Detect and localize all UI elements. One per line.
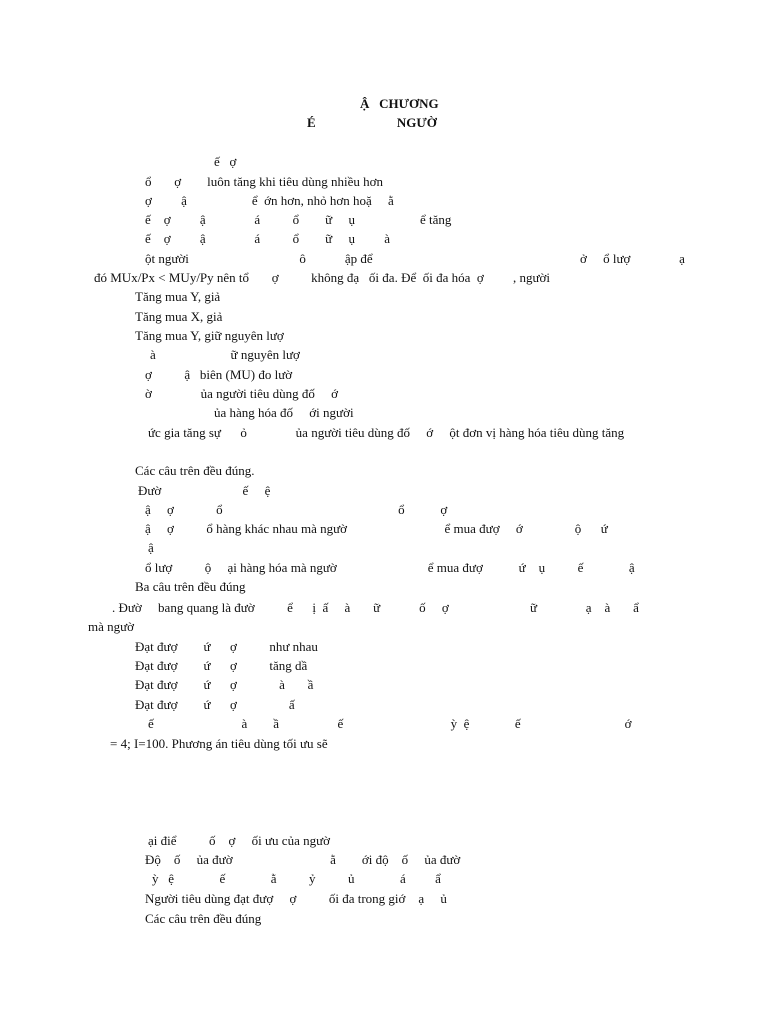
answer-option-b: Tăng mua X, giả [135, 309, 223, 324]
answer-option-d: Đạt đượ ứ ợ ấ [135, 697, 295, 712]
question-heading: ế ợ [214, 154, 237, 169]
answer-option-b-continued: ậ [148, 540, 154, 555]
question-text: ại điể ố ợ ối ưu của ngườ [148, 833, 331, 848]
answer-option-b: ậ ợ ổ hàng khác nhau mà ngườ ể mua đượ ớ ộ ứ [145, 521, 608, 536]
answer-option-c: ức gia tăng sự ỏ ủa người tiêu dùng đố ớ ột đơn vị hàng hóa tiêu dùng tăng [148, 425, 625, 440]
answer-option-a: ờ ủa người tiêu dùng đố ớ [145, 386, 339, 401]
question-text: Đườ ế ệ [138, 483, 271, 498]
chapter-subtitle: É NGƯỜ [307, 115, 437, 130]
question-text-continued: ở ổ lượ ạ [580, 251, 685, 266]
question-text-line2: mà ngườ [88, 619, 135, 634]
answer-option-c: Tăng mua Y, giữ nguyên lượ [135, 328, 284, 343]
answer-option-c: Người tiêu dùng đạt đượ ợ ối đa trong giớ ạ ủ [145, 891, 447, 906]
question-text-line2: = 4; I=100. Phương án tiêu dùng tối ưu sẽ [110, 736, 328, 751]
answer-option-c: Đạt đượ ứ ợ à ầ [135, 677, 314, 692]
answer-option-a: Độ ố ủa đườ ằ ới độ ố ủa đườ [145, 852, 461, 867]
question-text: ợ ậ biên (MU) đo lườ [145, 367, 293, 382]
answer-option-d: Ba câu trên đều đúng [135, 579, 246, 594]
answer-option-d: ế ợ ậ á ổ ữ ụ à [145, 231, 391, 246]
answer-option-b: ủa hàng hóa đố ới người [214, 405, 354, 420]
answer-option-c: ế ợ ậ á ổ ữ ụ ể tăng [145, 212, 452, 227]
answer-option-a: Tăng mua Y, giả [135, 289, 221, 304]
question-text: ột người ô ập để [145, 251, 373, 266]
answer-option-d: Các câu trên đều đúng [145, 911, 262, 926]
answer-option-d: Các câu trên đều đúng. [135, 463, 255, 478]
question-text: ế à ầ ế ỳ ệ ế ớ [148, 716, 632, 731]
question-text: . Đườ bang quang là đườ ể ị ấ à ữ ố ợ ữ ạ à ẩ [112, 600, 639, 615]
answer-option-a: ậ ợ ổ ổ ợ [145, 502, 448, 517]
answer-option-b: ỳ ệ ế ằ ỷ ủ á ẩ [152, 871, 441, 886]
chapter-title: Ậ CHƯƠNG [360, 96, 439, 111]
answer-option-a: Đạt đượ ứ ợ như nhau [135, 639, 318, 654]
answer-option-d: à ữ nguyên lượ [150, 347, 300, 362]
question-text-line2: đó MUx/Px < MUy/Py nên tổ ợ không đạ ối đa. Để ối đa hóa ợ , người [94, 270, 551, 285]
answer-option-b: Đạt đượ ứ ợ tăng dầ [135, 658, 308, 673]
answer-option-a: ổ ợ luôn tăng khi tiêu dùng nhiều hơn [145, 174, 383, 189]
answer-option-b: ợ ậ ể ớn hơn, nhỏ hơn hoặ ằ [145, 193, 394, 208]
answer-option-c: ổ lượ ộ ại hàng hóa mà ngườ ể mua đượ ứ ụ ế ậ [145, 560, 635, 575]
